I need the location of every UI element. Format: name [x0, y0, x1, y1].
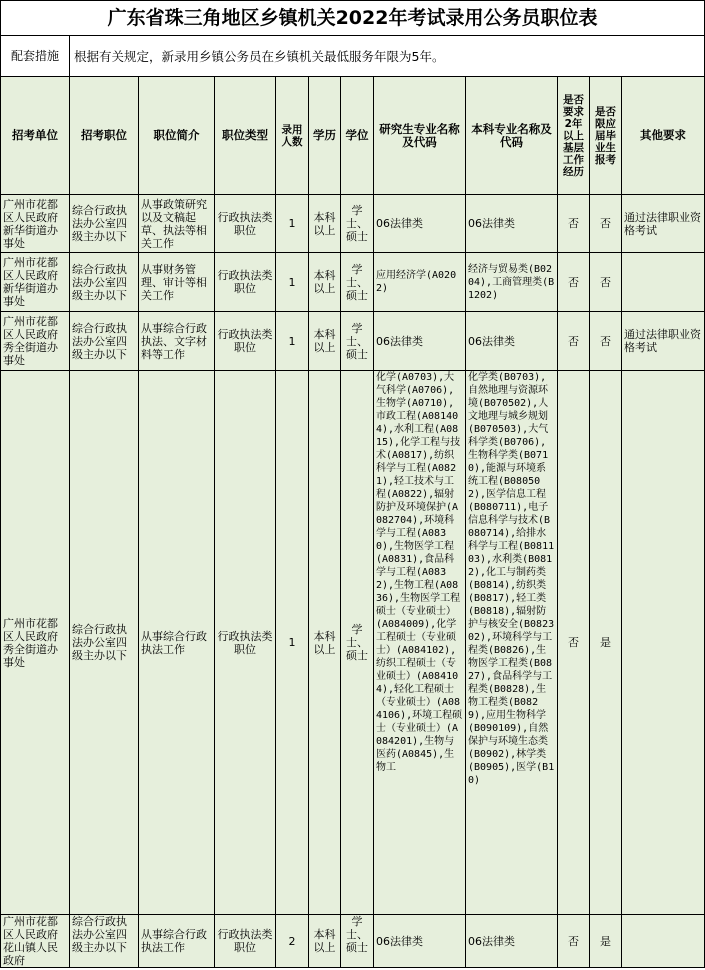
- cell-undergrad-major: 经济与贸易类(B0204),工商管理类(B1202): [466, 253, 558, 312]
- cell-degree: 学士、硕士: [341, 312, 374, 371]
- cell-degree: 学士、硕士: [341, 371, 374, 915]
- table-row: [1, 195, 705, 253]
- cell-type: 行政执法类职位: [215, 371, 276, 915]
- cell-grad-major: 06法律类: [374, 195, 466, 253]
- cell-fresh-grad: 否: [590, 195, 622, 253]
- cell-position: 综合行政执法办公室四级主办以下: [70, 195, 139, 253]
- cell-intro: 从事综合行政执法工作: [139, 371, 215, 915]
- header-type: 职位类型: [215, 77, 276, 195]
- cell-education: 本科以上: [309, 371, 341, 915]
- cell-other: 通过法律职业资格考试: [622, 312, 705, 371]
- cell-education: 本科以上: [309, 312, 341, 371]
- cell-type: 行政执法类职位: [215, 253, 276, 312]
- table-row: [1, 915, 705, 968]
- cell-fresh-grad: 是: [590, 371, 622, 915]
- cell-other: 通过法律职业资格考试: [622, 195, 705, 253]
- header-other: 其他要求: [622, 77, 705, 195]
- cell-count: 1: [276, 312, 309, 371]
- cell-undergrad-major: 化学类(B0703),自然地理与资源环境(B070502),人文地理与城乡规划(B070503),大气科学类(B0706),生物科学类(B0710),能源与环境系统工程(B080502),医学信息工程(B080711),电子信息科学与技术(B080714),给排水科学与工程(B081103),水利类(B0812),化工与制药类(B0814),纺织类(B0817),轻工类(B0818),辐射防护与核安全(B082302),环境科学与工程类(B0826),生物医学工程类(B0827),食品科学与工程类(B0828),生物工程类(B0829),应用生物科学(B090109),自然保护与环境生态类(B0902),林学类(B0905),医学(B10): [466, 371, 558, 915]
- table-row: [1, 371, 705, 915]
- cell-fresh-grad: 否: [590, 253, 622, 312]
- cell-grad-major: 06法律类: [374, 915, 466, 968]
- cell-type: 行政执法类职位: [215, 915, 276, 968]
- cell-degree: 学士、硕士: [341, 253, 374, 312]
- cell-type: 行政执法类职位: [215, 195, 276, 253]
- cell-grad-major: 化学(A0703),大气科学(A0706),生物学(A0710),市政工程(A081404),水利工程(A0815),化学工程与技术(A0817),纺织科学与工程(A0821),轻工技术与工程(A0822),辐射防护及环境保护(A082704),环境科学与工程(A0830),生物医学工程(A0831),食品科学与工程(A0832),生物工程(A0836),生物医学工程硕士（专业硕士）(A084009),化学工程硕士（专业硕士）(A084102),纺织工程硕士（专业硕士）(A084104),轻化工程硕士（专业硕士）(A084106),环境工程硕士（专业硕士）(A084201),生物与医药(A0845),生物工: [374, 371, 466, 915]
- cell-fresh-grad: 是: [590, 915, 622, 968]
- cell-count: 1: [276, 195, 309, 253]
- cell-count: 2: [276, 915, 309, 968]
- cell-unit: 广州市花都区人民政府秀全街道办事处: [1, 371, 70, 915]
- header-grad-major: 研究生专业名称及代码: [374, 77, 466, 195]
- cell-position: 综合行政执法办公室四级主办以下: [70, 312, 139, 371]
- header-undergrad-major: 本科专业名称及代码: [466, 77, 558, 195]
- header-count: 录用人数: [276, 77, 309, 195]
- cell-position: 综合行政执法办公室四级主办以下: [70, 915, 139, 968]
- cell-degree: 学士、硕士: [341, 915, 374, 968]
- cell-education: 本科以上: [309, 253, 341, 312]
- cell-fresh-grad: 否: [590, 312, 622, 371]
- table-row: [1, 253, 705, 312]
- cell-type: 行政执法类职位: [215, 312, 276, 371]
- cell-other: [622, 253, 705, 312]
- measures-text: 根据有关规定，新录用乡镇公务员在乡镇机关最低服务年限为5年。: [70, 36, 705, 77]
- cell-unit: 广州市花都区人民政府秀全街道办事处: [1, 312, 70, 371]
- cell-other: [622, 915, 705, 968]
- cell-unit: 广州市花都区人民政府新华街道办事处: [1, 253, 70, 312]
- cell-count: 1: [276, 253, 309, 312]
- header-unit: 招考单位: [1, 77, 70, 195]
- header-degree: 学位: [341, 77, 374, 195]
- header-intro: 职位简介: [139, 77, 215, 195]
- header-position: 招考职位: [70, 77, 139, 195]
- header-grassroots: 是否要求2年以上基层工作经历: [558, 77, 590, 195]
- cell-degree: 学士、硕士: [341, 195, 374, 253]
- page-title: 广东省珠三角地区乡镇机关2022年考试录用公务员职位表: [1, 1, 705, 36]
- cell-intro: 从事综合行政执法工作: [139, 915, 215, 968]
- cell-count: 1: [276, 371, 309, 915]
- table-row: [1, 312, 705, 371]
- cell-position: 综合行政执法办公室四级主办以下: [70, 253, 139, 312]
- cell-grad-major: 应用经济学(A0202): [374, 253, 466, 312]
- cell-grassroots: 否: [558, 312, 590, 371]
- cell-intro: 从事财务管理、审计等相关工作: [139, 253, 215, 312]
- cell-grad-major: 06法律类: [374, 312, 466, 371]
- cell-undergrad-major: 06法律类: [466, 312, 558, 371]
- cell-intro: 从事政策研究以及文稿起草、执法等相关工作: [139, 195, 215, 253]
- header-education: 学历: [309, 77, 341, 195]
- measures-label: 配套措施: [1, 36, 70, 77]
- cell-undergrad-major: 06法律类: [466, 195, 558, 253]
- cell-grassroots: 否: [558, 253, 590, 312]
- cell-other: [622, 371, 705, 915]
- cell-education: 本科以上: [309, 195, 341, 253]
- cell-grassroots: 否: [558, 371, 590, 915]
- header-fresh-grad: 是否限应届毕业生报考: [590, 77, 622, 195]
- cell-intro: 从事综合行政执法、文字材料等工作: [139, 312, 215, 371]
- cell-education: 本科以上: [309, 915, 341, 968]
- cell-unit: 广州市花都区人民政府新华街道办事处: [1, 195, 70, 253]
- cell-grassroots: 否: [558, 915, 590, 968]
- cell-position: 综合行政执法办公室四级主办以下: [70, 371, 139, 915]
- cell-undergrad-major: 06法律类: [466, 915, 558, 968]
- header-row: [1, 77, 705, 195]
- cell-grassroots: 否: [558, 195, 590, 253]
- cell-unit: 广州市花都区人民政府花山镇人民政府: [1, 915, 70, 968]
